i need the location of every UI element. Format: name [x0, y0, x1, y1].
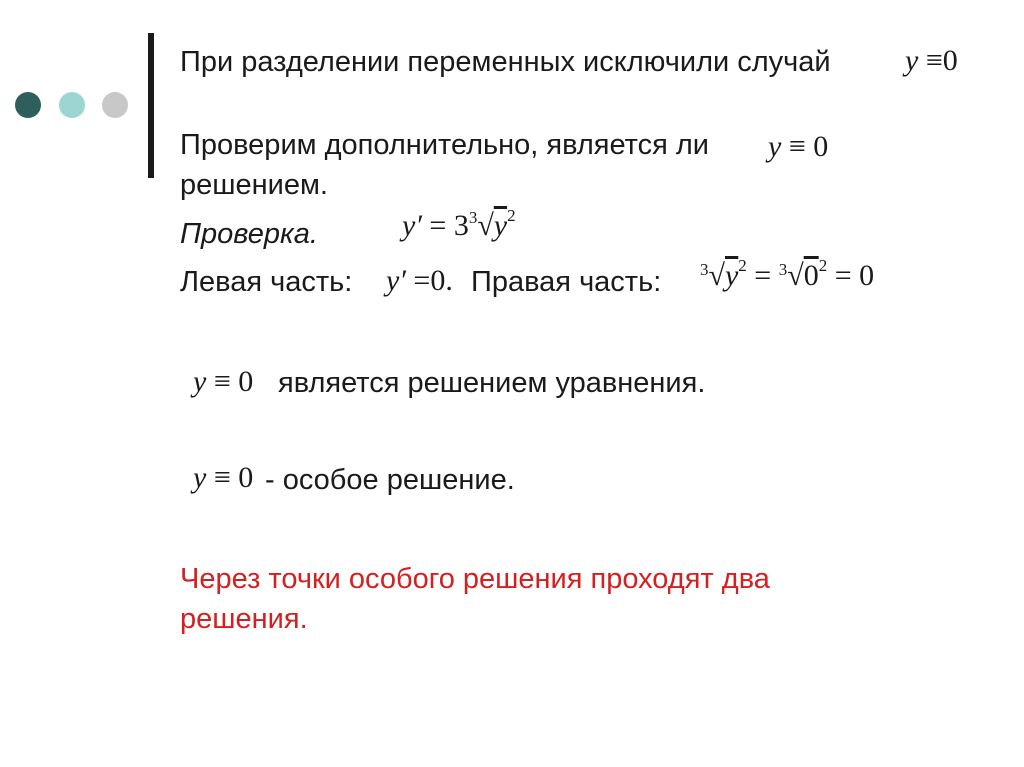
solution-word-text: решением. — [180, 169, 328, 201]
decor-dot-dark — [15, 92, 41, 118]
excluded-case-text: При разделении переменных исключили случай — [180, 46, 831, 78]
text-line-left-part — [180, 264, 352, 300]
special-solution-text: - особое решение. — [265, 464, 515, 496]
is-solution-text: является решением уравнения. — [278, 367, 706, 399]
text-line-check-additionally — [180, 127, 709, 163]
conclusion-line-1 — [180, 561, 770, 597]
conclusion-text-1: Через точки особого решения проходят два — [180, 563, 770, 595]
left-part-label: Левая часть: — [180, 266, 353, 298]
right-part-label: Правая часть: — [471, 266, 662, 298]
formula-y-equiv-zero-3: y ≡ 0 — [193, 365, 254, 398]
formula-y-equiv-zero-4: y ≡ 0 — [193, 461, 254, 494]
decor-dot-gray — [102, 92, 128, 118]
text-line-right-part — [471, 264, 661, 300]
formula-ode: $y' = 3^3√y^2$ — [402, 206, 516, 242]
text-line-check-label — [180, 216, 318, 252]
text-line-excluded-case — [180, 44, 831, 80]
formula-right-part: $^3√y^2 = ^3√0^2 = 0$ — [700, 256, 875, 292]
conclusion-line-2 — [180, 601, 308, 637]
text-line-is-solution — [278, 365, 705, 401]
decor-dot-teal — [59, 92, 85, 118]
check-additionally-text: Проверим дополнительно, является ли — [180, 129, 709, 161]
check-label: Проверка. — [180, 218, 318, 250]
formula-y-equiv-zero-1: y ≡0 — [905, 44, 958, 77]
text-line-solution-word — [180, 167, 328, 203]
formula-y-equiv-zero-2: y ≡ 0 — [768, 130, 829, 163]
decor-vertical-bar — [148, 33, 154, 178]
formula-left-part: y′ =0. — [386, 264, 453, 297]
text-line-special-solution — [265, 462, 515, 498]
conclusion-text-2: решения. — [180, 603, 308, 635]
